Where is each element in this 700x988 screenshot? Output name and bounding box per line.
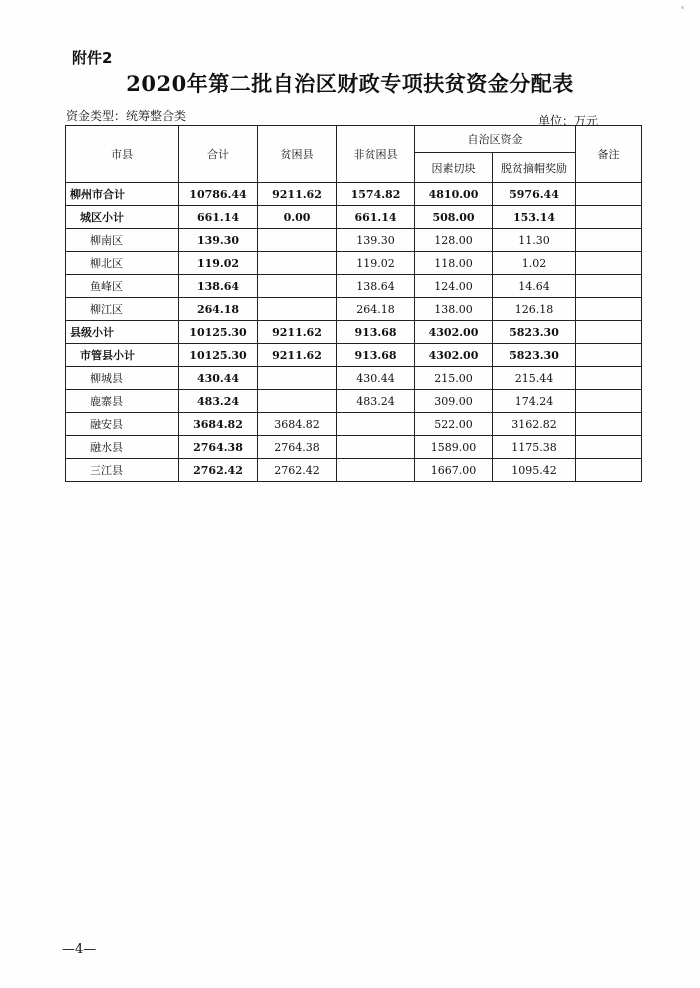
cell-remarks [576,275,642,298]
cell-poverty-reward: 1.02 [493,252,576,275]
cell-poverty-reward: 126.18 [493,298,576,321]
header-city-county: 市县 [66,126,179,183]
cell-remarks [576,390,642,413]
cell-poverty-reward: 11.30 [493,229,576,252]
cell-poor-county [258,252,337,275]
cell-poverty-reward: 1175.38 [493,436,576,459]
cell-poverty-reward: 1095.42 [493,459,576,482]
row-name: 融水县 [66,436,179,459]
cell-non-poor-county: 1574.82 [337,183,415,206]
cell-non-poor-county [337,459,415,482]
cell-factor-block: 508.00 [415,206,493,229]
row-name: 柳江区 [66,298,179,321]
cell-non-poor-county: 139.30 [337,229,415,252]
cell-poverty-reward: 5976.44 [493,183,576,206]
cell-total: 661.14 [179,206,258,229]
cell-remarks [576,367,642,390]
cell-poor-county: 2762.42 [258,459,337,482]
cell-total: 138.64 [179,275,258,298]
cell-non-poor-county [337,413,415,436]
page-title: 2020年第二批自治区财政专项扶贫资金分配表 [126,71,574,96]
cell-factor-block: 138.00 [415,298,493,321]
cell-non-poor-county: 138.64 [337,275,415,298]
cell-remarks [576,183,642,206]
cell-remarks [576,413,642,436]
cell-poor-county: 0.00 [258,206,337,229]
table-row [66,275,642,298]
header-total: 合计 [179,126,258,183]
cell-poverty-reward: 5823.30 [493,321,576,344]
cell-factor-block: 522.00 [415,413,493,436]
cell-total: 430.44 [179,367,258,390]
cell-poor-county: 9211.62 [258,321,337,344]
cell-total: 10786.44 [179,183,258,206]
cell-remarks [576,459,642,482]
cell-total: 2762.42 [179,459,258,482]
row-name: 城区小计 [66,206,179,229]
cell-total: 10125.30 [179,321,258,344]
fund-type-label: 资金类型：统筹整合类 [66,109,187,123]
cell-remarks [576,206,642,229]
cell-non-poor-county: 119.02 [337,252,415,275]
cell-poor-county: 3684.82 [258,413,337,436]
cell-poverty-reward: 174.24 [493,390,576,413]
cell-total: 119.02 [179,252,258,275]
header-poverty-reward: 脱贫摘帽奖励 [493,153,576,183]
cell-factor-block: 309.00 [415,390,493,413]
cell-factor-block: 215.00 [415,367,493,390]
header-remarks: 备注 [576,126,642,183]
cell-remarks [576,298,642,321]
table-row [66,390,642,413]
scan-speck [681,6,684,9]
cell-total: 2764.38 [179,436,258,459]
cell-remarks [576,321,642,344]
cell-poverty-reward: 5823.30 [493,344,576,367]
row-name: 鱼峰区 [66,275,179,298]
cell-poor-county: 9211.62 [258,344,337,367]
cell-factor-block: 4810.00 [415,183,493,206]
row-name: 柳北区 [66,252,179,275]
attachment-label: 附件2 [72,49,113,67]
cell-factor-block: 124.00 [415,275,493,298]
cell-poor-county: 9211.62 [258,183,337,206]
unit-label: 单位：万元 [538,114,599,128]
cell-poverty-reward: 3162.82 [493,413,576,436]
cell-poor-county [258,298,337,321]
cell-factor-block: 1667.00 [415,459,493,482]
table-row [66,344,642,367]
table-row [66,229,642,252]
cell-poor-county [258,390,337,413]
page-number: —4— [62,942,97,957]
row-name: 鹿寨县 [66,390,179,413]
cell-non-poor-county: 483.24 [337,390,415,413]
cell-factor-block: 128.00 [415,229,493,252]
cell-total: 483.24 [179,390,258,413]
cell-non-poor-county: 913.68 [337,344,415,367]
row-name: 市管县小计 [66,344,179,367]
header-non-poor-county: 非贫困县 [337,126,415,183]
cell-factor-block: 118.00 [415,252,493,275]
table-row [66,321,642,344]
table-row [66,252,642,275]
cell-remarks [576,252,642,275]
table-row [66,298,642,321]
cell-total: 10125.30 [179,344,258,367]
row-name: 柳城县 [66,367,179,390]
table-row [66,436,642,459]
row-name: 融安县 [66,413,179,436]
cell-factor-block: 4302.00 [415,321,493,344]
cell-non-poor-county [337,436,415,459]
row-name: 柳南区 [66,229,179,252]
table-row [66,367,642,390]
cell-poor-county [258,275,337,298]
cell-poor-county [258,367,337,390]
table-row [66,206,642,229]
cell-total: 3684.82 [179,413,258,436]
cell-total: 139.30 [179,229,258,252]
cell-remarks [576,229,642,252]
cell-remarks [576,344,642,367]
header-poor-county: 贫困县 [258,126,337,183]
header-factor-block: 因素切块 [415,153,493,183]
table-row [66,183,642,206]
cell-non-poor-county: 913.68 [337,321,415,344]
cell-poor-county: 2764.38 [258,436,337,459]
cell-factor-block: 1589.00 [415,436,493,459]
cell-non-poor-county: 430.44 [337,367,415,390]
cell-non-poor-county: 661.14 [337,206,415,229]
row-name: 县级小计 [66,321,179,344]
cell-poor-county [258,229,337,252]
cell-non-poor-county: 264.18 [337,298,415,321]
header-region-funds: 自治区资金 [415,126,576,153]
cell-poverty-reward: 215.44 [493,367,576,390]
table-row [66,459,642,482]
row-name: 柳州市合计 [66,183,179,206]
cell-total: 264.18 [179,298,258,321]
row-name: 三江县 [66,459,179,482]
table-row [66,413,642,436]
allocation-table [65,125,642,482]
cell-poverty-reward: 14.64 [493,275,576,298]
cell-poverty-reward: 153.14 [493,206,576,229]
cell-factor-block: 4302.00 [415,344,493,367]
cell-remarks [576,436,642,459]
